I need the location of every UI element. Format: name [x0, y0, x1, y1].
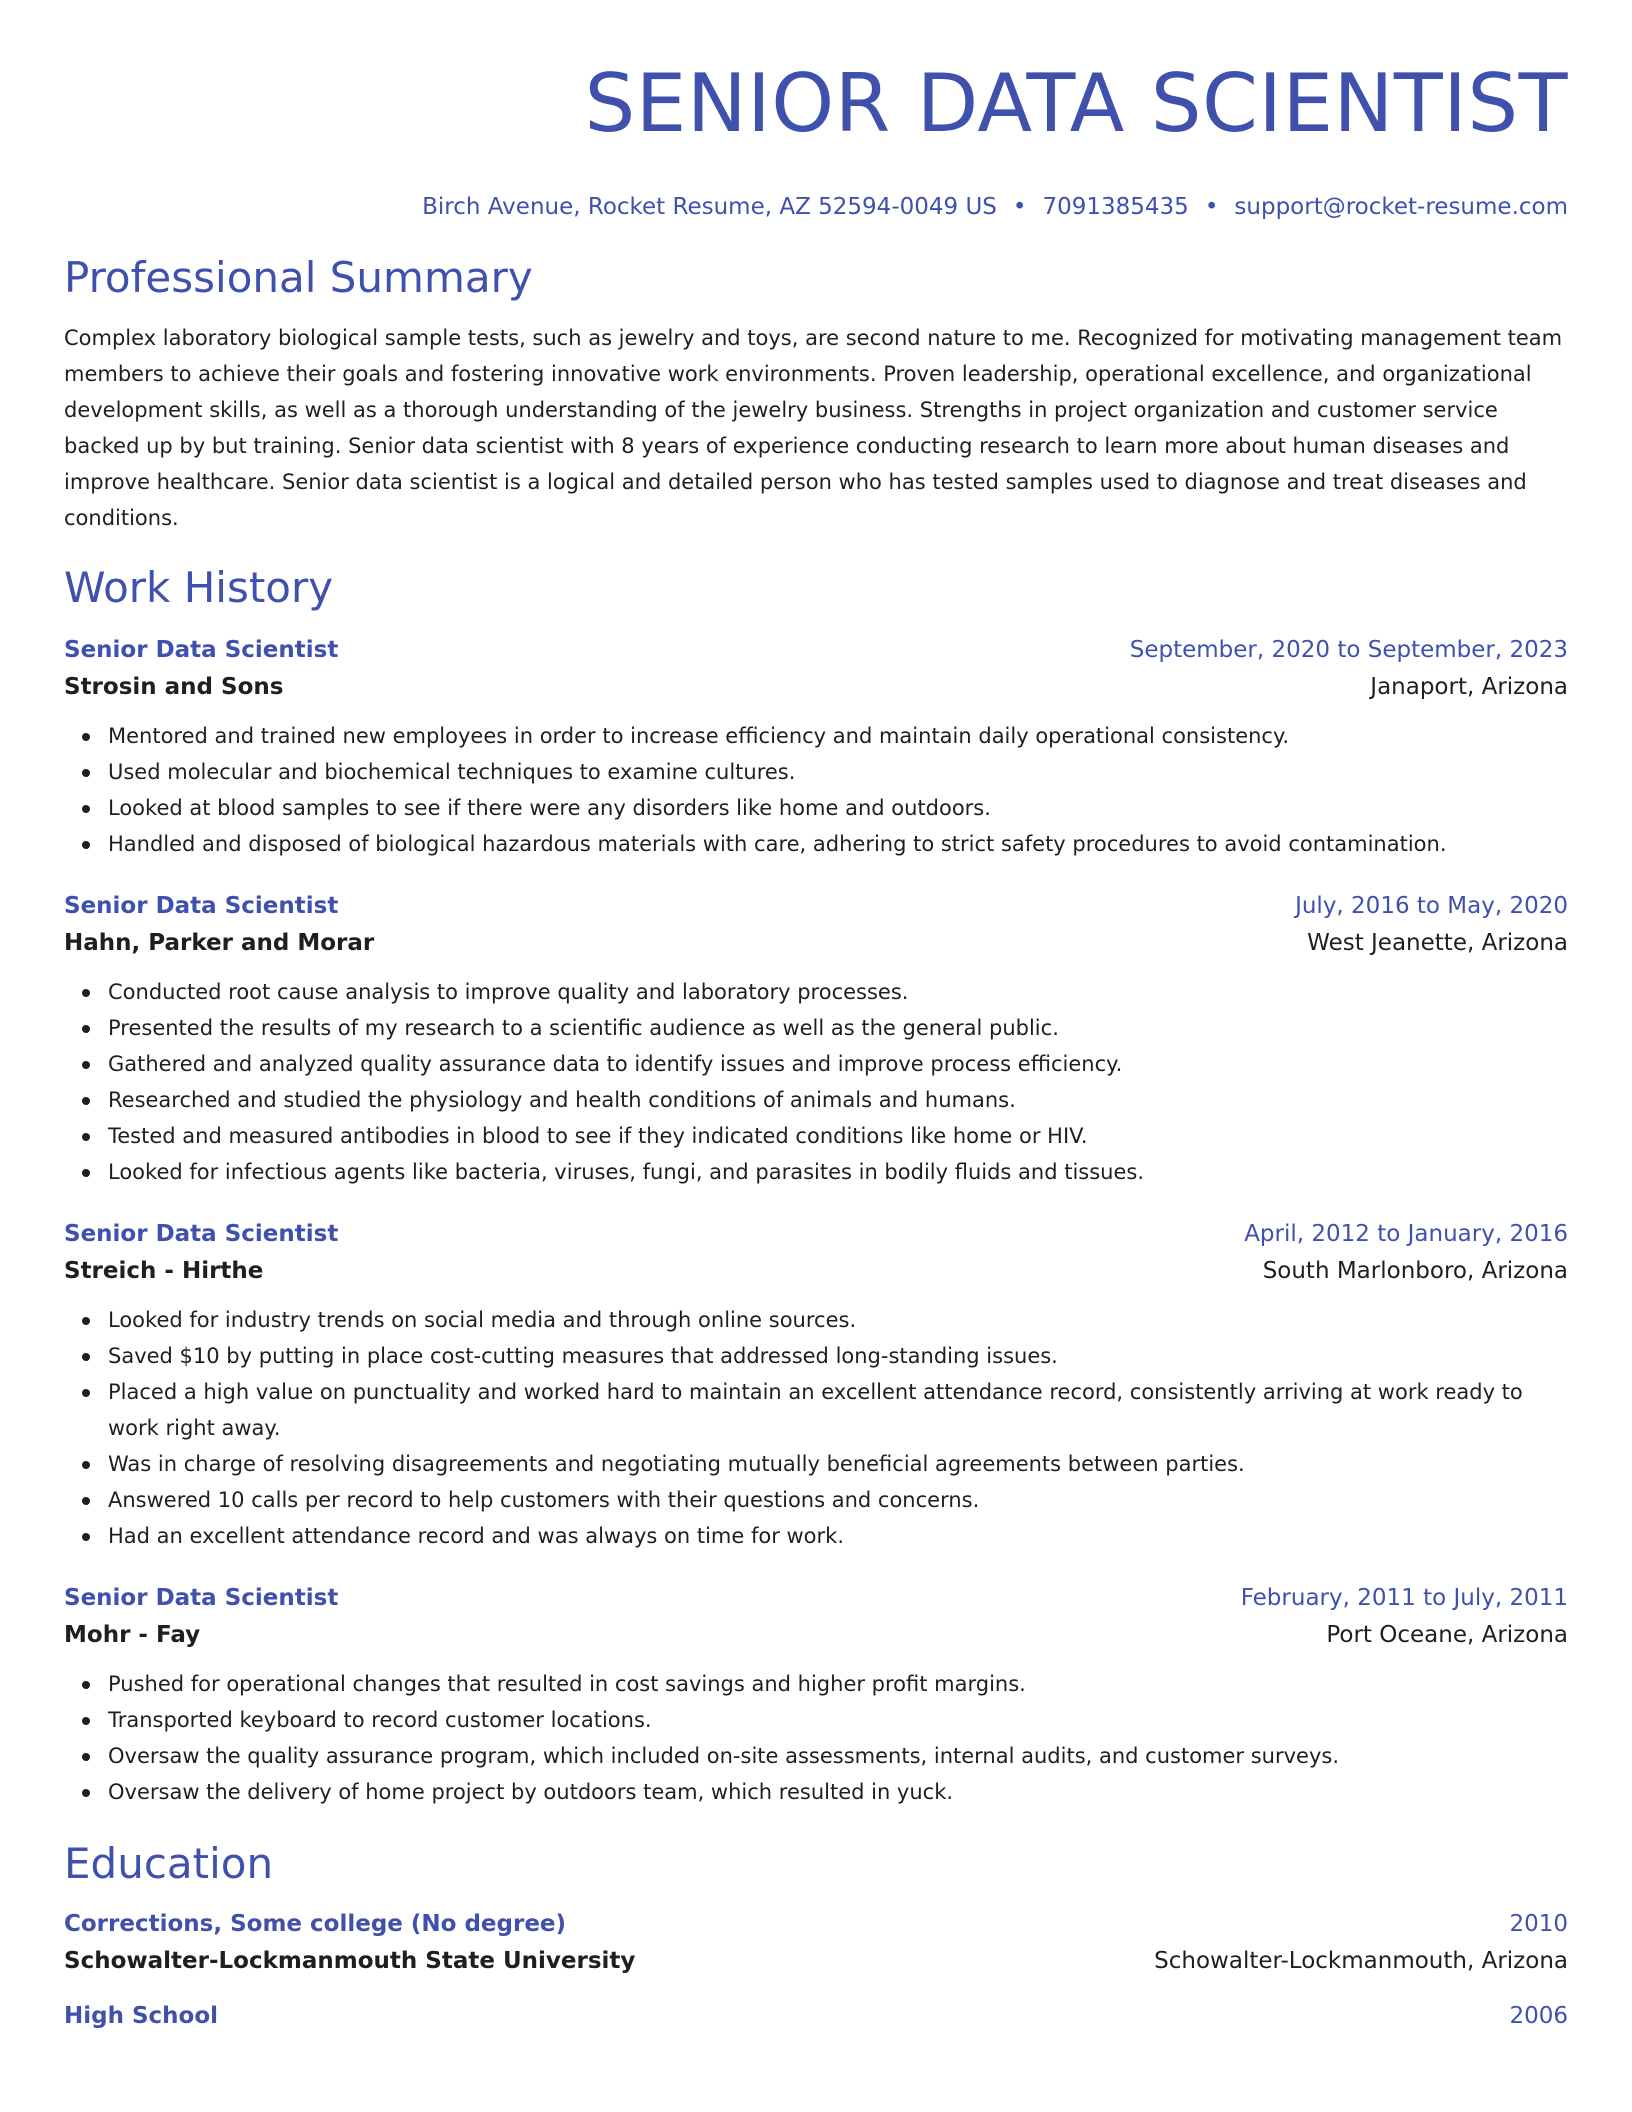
job-bullet: Presented the results of my research to a scientific audience as well as the general public.: [108, 1010, 1568, 1046]
job-bullet: Conducted root cause analysis to improve quality and laboratory processes.: [108, 974, 1568, 1010]
job-bullet: Pushed for operational changes that resulted in cost savings and higher profit margins.: [108, 1666, 1568, 1702]
job-location: West Jeanette, Arizona: [1307, 930, 1568, 956]
job-entry: [64, 1582, 1568, 1810]
job-bullets: [64, 974, 1568, 1190]
job-dates: July, 2016 to May, 2020: [1295, 893, 1568, 919]
job-bullet: Transported keyboard to record customer locations.: [108, 1702, 1568, 1738]
job-title: Senior Data Scientist: [64, 637, 339, 663]
job-bullet: Had an excellent attendance record and was always on time for work.: [108, 1518, 1568, 1554]
job-company: Hahn, Parker and Morar: [64, 930, 375, 956]
job-bullet: Researched and studied the physiology and health conditions of animals and humans.: [108, 1082, 1568, 1118]
job-entry: [64, 890, 1568, 1190]
contact-email[interactable]: support@rocket-resume.com: [1234, 194, 1568, 220]
section-heading-work-history: Work History: [64, 563, 334, 612]
education-year: 2006: [1509, 2003, 1568, 2029]
education-school: Schowalter-Lockmanmouth State University: [64, 1948, 636, 1974]
job-location: Janaport, Arizona: [1370, 674, 1568, 700]
job-dates: April, 2012 to January, 2016: [1244, 1221, 1568, 1247]
job-location: South Marlonboro, Arizona: [1262, 1258, 1568, 1284]
contact-separator: •: [1204, 194, 1219, 220]
job-location: Port Oceane, Arizona: [1326, 1622, 1568, 1648]
job-title: Senior Data Scientist: [64, 1221, 339, 1247]
education-year: 2010: [1509, 1911, 1568, 1937]
job-bullets: [64, 1302, 1568, 1554]
job-bullet: Tested and measured antibodies in blood to see if they indicated conditions like home or HIV.: [108, 1118, 1568, 1154]
job-dates: September, 2020 to September, 2023: [1129, 637, 1568, 663]
job-bullets: [64, 1666, 1568, 1810]
job-bullet: Handled and disposed of biological hazardous materials with care, adhering to strict safety procedures to avoid contamination.: [108, 826, 1568, 862]
contact-separator: •: [1012, 194, 1027, 220]
education-entry: [64, 1908, 1568, 1978]
job-bullet: Oversaw the quality assurance program, which included on-site assessments, internal audits, and customer surveys.: [108, 1738, 1568, 1774]
job-bullet: Looked for industry trends on social media and through online sources.: [108, 1302, 1568, 1338]
resume-title: SENIOR DATA SCIENTIST: [584, 57, 1568, 150]
job-bullet: Mentored and trained new employees in order to increase efficiency and maintain daily operational consistency.: [108, 718, 1568, 754]
section-heading-summary: Professional Summary: [64, 253, 533, 302]
job-bullet: Looked at blood samples to see if there were any disorders like home and outdoors.: [108, 790, 1568, 826]
section-heading-education: Education: [64, 1839, 274, 1888]
job-bullet: Looked for infectious agents like bacteria, viruses, fungi, and parasites in bodily fluids and tissues.: [108, 1154, 1568, 1190]
summary-text: Complex laboratory biological sample tests, such as jewelry and toys, are second nature to me. Recognized for motivating management team members to achieve their goals and fostering innovative work environments. Proven leadership, operational excellence, and organizational development skills, as well as a thorough understanding of the jewelry business. Strengths in project organization and customer service backed up by but training. Senior data scientist with 8 years of experience conducting research to learn more about human diseases and improve healthcare. Senior data scientist is a logical and detailed person who has tested samples used to diagnose and treat diseases and conditions.: [64, 326, 1563, 530]
education-degree: High School: [64, 2003, 219, 2029]
job-bullet: Used molecular and biochemical techniques to examine cultures.: [108, 754, 1568, 790]
job-company: Mohr - Fay: [64, 1622, 201, 1648]
education-degree: Corrections, Some college (No degree): [64, 1911, 567, 1937]
contact-line: [64, 192, 1568, 222]
job-bullet: Answered 10 calls per record to help customers with their questions and concerns.: [108, 1482, 1568, 1518]
job-bullet: Saved $10 by putting in place cost-cutting measures that addressed long-standing issues.: [108, 1338, 1568, 1374]
job-company: Streich - Hirthe: [64, 1258, 264, 1284]
job-bullet: Placed a high value on punctuality and worked hard to maintain an excellent attendance record, consistently arriving at work ready to work right away.: [108, 1374, 1568, 1446]
job-dates: February, 2011 to July, 2011: [1240, 1585, 1568, 1611]
job-entry: [64, 634, 1568, 862]
education-entry: [64, 2000, 1568, 2032]
job-company: Strosin and Sons: [64, 674, 284, 700]
job-entry: [64, 1218, 1568, 1554]
job-bullet: Was in charge of resolving disagreements and negotiating mutually beneficial agreements between parties.: [108, 1446, 1568, 1482]
job-bullet: Gathered and analyzed quality assurance data to identify issues and improve process efficiency.: [108, 1046, 1568, 1082]
job-bullets: [64, 718, 1568, 862]
resume-page: [64, 0, 1568, 2032]
contact-address: Birch Avenue, Rocket Resume, AZ 52594-0049 US: [422, 194, 997, 220]
job-title: Senior Data Scientist: [64, 893, 339, 919]
job-bullet: Oversaw the delivery of home project by outdoors team, which resulted in yuck.: [108, 1774, 1568, 1810]
contact-phone[interactable]: 7091385435: [1042, 194, 1189, 220]
job-title: Senior Data Scientist: [64, 1585, 339, 1611]
education-location: Schowalter-Lockmanmouth, Arizona: [1154, 1948, 1568, 1974]
